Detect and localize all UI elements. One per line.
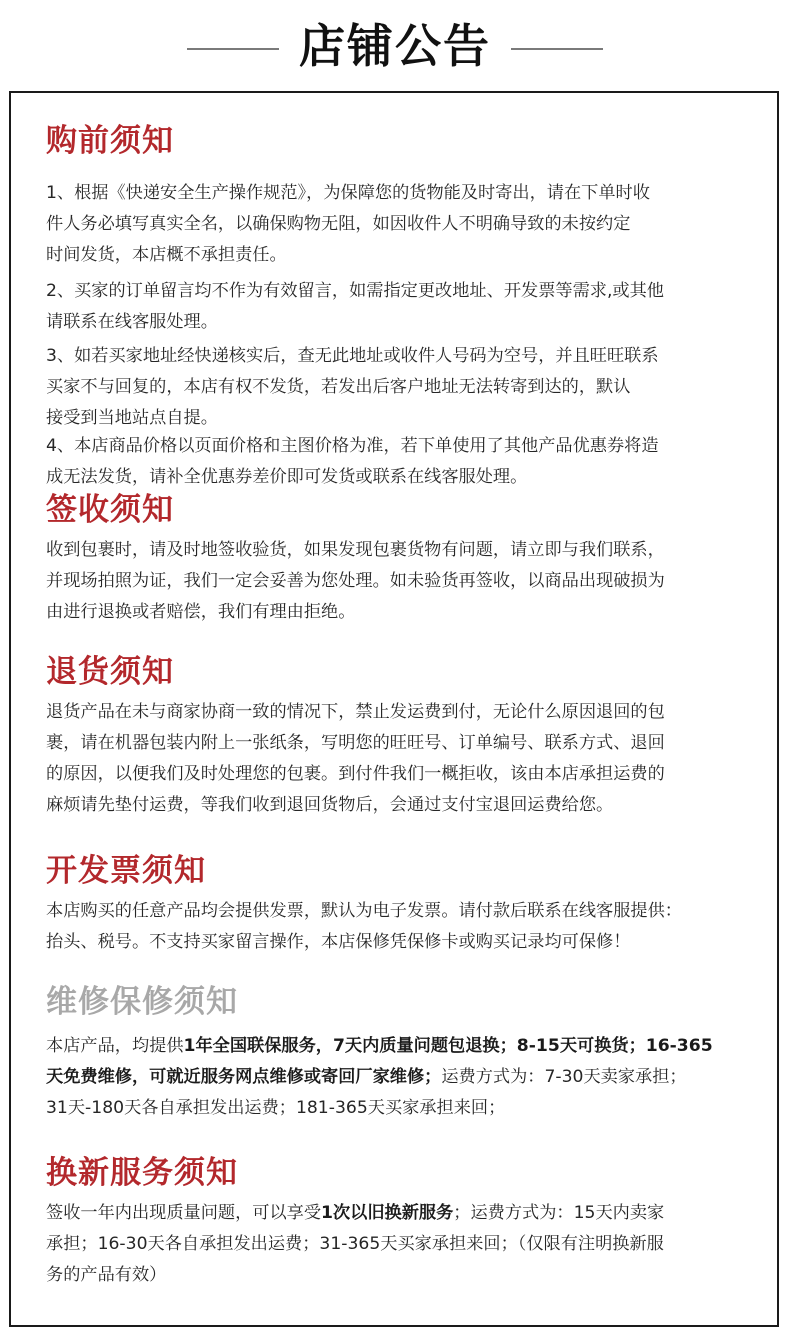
section-title-purchase: 购前须知 xyxy=(46,123,174,159)
bold-segment: 天免费维修，可就近服务网点维修或寄回厂家维修； xyxy=(46,1067,442,1087)
bold-segment: 1次以旧换新服务 xyxy=(321,1203,454,1223)
text-line: 麻烦请先垫付运费，等我们收到退回货物后，会通过支付宝退回运费给您。 xyxy=(46,795,614,815)
text-line: 抬头、税号。不支持买家留言操作，本店保修凭保修卡或购买记录均可保修！ xyxy=(46,932,631,952)
text-line: 的原因，以便我们及时处理您的包裹。到付件我们一概拒收，该由本店承担运费的 xyxy=(46,764,665,784)
exchange-text xyxy=(46,1198,752,1291)
section-title-returns: 退货须知 xyxy=(46,654,174,690)
bold-segment: 1年全国联保服务，7天内质量问题包退换；8-15天可换货；16-365 xyxy=(183,1036,713,1056)
text-line: 件人务必填写真实全名，以确保购物无阻，如因收件人不明确导致的未按约定 xyxy=(46,214,631,234)
purchase-item-3 xyxy=(46,341,752,434)
text-line: 请联系在线客服处理。 xyxy=(46,312,218,332)
section-title-invoice: 开发票须知 xyxy=(46,853,206,889)
text-line: 本店购买的任意产品均会提供发票，默认为电子发票。请付款后联系在线客服提供： xyxy=(46,901,682,921)
text-segment: ；运费方式为：15天内卖家 xyxy=(453,1203,665,1223)
text-line: 1、根据《快递安全生产操作规范》，为保障您的货物能及时寄出，请在下单时收 xyxy=(46,183,650,203)
text-line: 31天-180天各自承担发出运费；181-365天买家承担来回； xyxy=(46,1098,506,1118)
text-line: 裹，请在机器包装内附上一张纸条，写明您的旺旺号、订单编号、联系方式、退回 xyxy=(46,733,665,753)
text-segment: 本店产品，均提供 xyxy=(46,1036,184,1056)
text-segment: 运费方式为：7-30天卖家承担； xyxy=(441,1067,687,1087)
purchase-item-1 xyxy=(46,178,752,271)
purchase-item-4 xyxy=(46,431,752,493)
text-line: 3、如若买家地址经快递核实后，查无此地址或收件人号码为空号，并且旺旺联系 xyxy=(46,346,659,366)
text-line: 买家不与回复的，本店有权不发货，若发出后客户地址无法转寄到达的，默认 xyxy=(46,377,631,397)
page-header xyxy=(0,0,790,90)
text-line: 由进行退换或者赔偿，我们有理由拒绝。 xyxy=(46,602,356,622)
text-line xyxy=(46,1031,752,1062)
purchase-item-2 xyxy=(46,276,752,338)
text-line: 退货产品在未与商家协商一致的情况下，禁止发运费到付，无论什么原因退回的包 xyxy=(46,702,665,722)
text-line xyxy=(46,1062,752,1093)
text-line: 承担；16-30天各自承担发出运费；31-365天买家承担来回；（仅限有注明换新服 xyxy=(46,1234,664,1254)
text-line: 接受到当地站点自提。 xyxy=(46,408,218,428)
section-title-warranty: 维修保修须知 xyxy=(46,984,238,1020)
page-title: 店铺公告 xyxy=(299,19,491,73)
invoice-text xyxy=(46,896,752,958)
section-title-receipt: 签收须知 xyxy=(46,492,174,528)
section-title-exchange: 换新服务须知 xyxy=(46,1155,238,1191)
text-line: 成无法发货，请补全优惠券差价即可发货或联系在线客服处理。 xyxy=(46,467,528,487)
text-line: 2、买家的订单留言均不作为有效留言，如需指定更改地址、开发票等需求,或其他 xyxy=(46,281,664,301)
text-segment: 签收一年内出现质量问题，可以享受 xyxy=(46,1203,322,1223)
text-line xyxy=(46,1198,752,1229)
returns-text xyxy=(46,697,752,821)
text-line: 并现场拍照为证，我们一定会妥善为您处理。如未验货再签收，以商品出现破损为 xyxy=(46,571,665,591)
text-line: 时间发货，本店概不承担责任。 xyxy=(46,245,287,265)
warranty-text xyxy=(46,1031,752,1124)
text-line: 务的产品有效） xyxy=(46,1265,167,1285)
text-line: 4、本店商品价格以页面价格和主图价格为准，若下单使用了其他产品优惠券将造 xyxy=(46,436,659,456)
header-divider-right xyxy=(511,48,603,50)
receipt-text xyxy=(46,535,752,628)
text-line: 收到包裹时，请及时地签收验货，如果发现包裹货物有问题，请立即与我们联系， xyxy=(46,540,665,560)
